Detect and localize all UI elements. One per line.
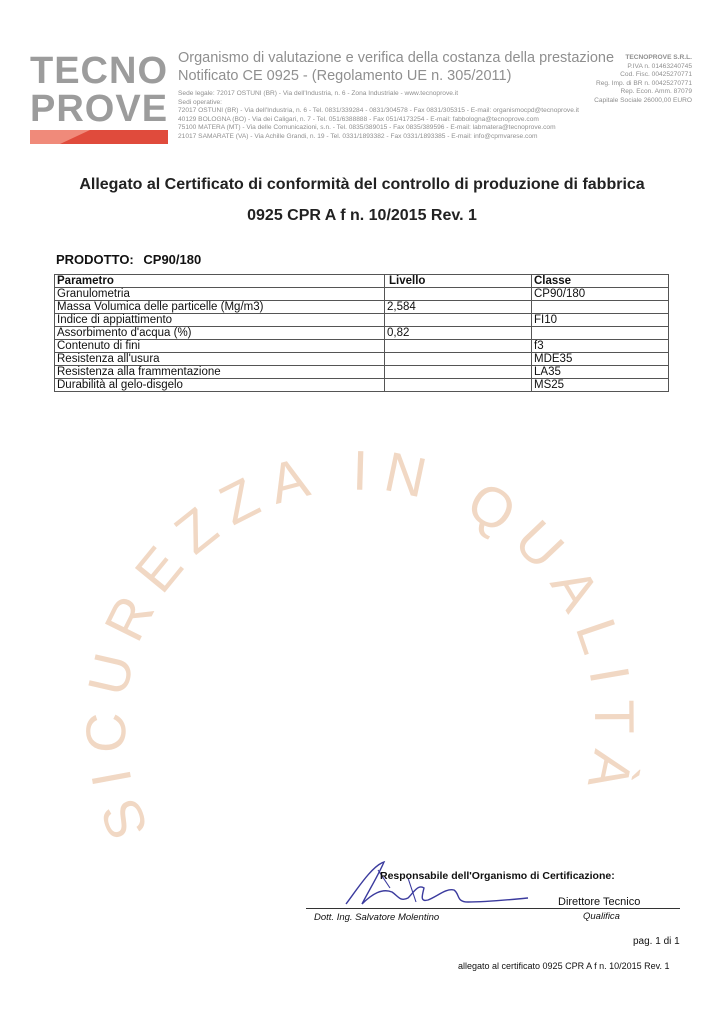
company-line: Cod. Fisc. 00425270771	[620, 71, 692, 79]
organism-title: Organismo di valutazione e verifica della costanza della prestazione	[178, 50, 615, 66]
cell-classe: MS25	[532, 379, 669, 392]
company-line: P.IVA n. 01463240745	[627, 62, 692, 70]
footer-reference: allegato al certificato 0925 CPR A f n. 10/2015 Rev. 1	[458, 961, 670, 971]
cell-parametro: Granulometria	[55, 288, 385, 301]
signature-line	[306, 908, 680, 909]
office-line: Sedi operative:	[178, 98, 222, 106]
cell-livello	[385, 353, 532, 366]
offices-block	[178, 90, 579, 142]
column-header-livello: Livello	[385, 275, 532, 288]
cell-livello: 2,584	[385, 301, 532, 314]
product-label: PRODOTTO:	[56, 252, 134, 267]
qualification-label: Qualifica	[583, 911, 620, 922]
cell-livello	[385, 366, 532, 379]
cell-livello	[385, 340, 532, 353]
company-line: Capitale Sociale 26000,00 EURO	[594, 96, 692, 104]
office-line: Sede legale: 72017 OSTUNI (BR) - Via dell'Industria, n. 6 - Zona Industriale - www.tecnoprove.it	[178, 90, 459, 97]
cell-classe	[532, 327, 669, 340]
cell-livello	[385, 314, 532, 327]
document-title: Allegato al Certificato di conformità del controllo di produzione di fabbrica	[79, 176, 645, 193]
table-row	[55, 288, 669, 301]
column-header-parametro: Parametro	[55, 275, 385, 288]
responsible-label: Responsabile dell'Organismo di Certificazione:	[380, 870, 615, 882]
page-number: pag. 1 di 1	[633, 936, 680, 947]
parameters-table	[54, 274, 669, 392]
cell-parametro: Contenuto di fini	[55, 340, 385, 353]
column-header-classe: Classe	[532, 275, 669, 288]
product-line	[56, 252, 201, 267]
table-row	[55, 327, 669, 340]
cell-livello	[385, 379, 532, 392]
table-row	[55, 366, 669, 379]
cell-parametro: Assorbimento d'acqua (%)	[55, 327, 385, 340]
company-line: TECNOPROVE S.R.L.	[625, 54, 692, 61]
table-row	[55, 314, 669, 327]
office-line: 72017 OSTUNI (BR) - Via dell'Industria, n. 6 - Tel. 0831/339284 - 0831/304578 - Fax 0831/305315 - E-mail: organismocpd@tecnoprove.it	[178, 107, 579, 115]
watermark-text: SICUREZZA IN QUALITÀ	[74, 438, 647, 849]
table-row	[55, 379, 669, 392]
cell-parametro: Resistenza all'usura	[55, 353, 385, 366]
product-value: CP90/180	[143, 252, 202, 267]
office-line: 40129 BOLOGNA (BO) - Via dei Caligari, n. 7 - Tel. 051/6388888 - Fax 051/4173254 - E-mail: fabbologna@tecnoprove.com	[178, 115, 539, 123]
table-row	[55, 340, 669, 353]
logo-line-2: PROVE	[30, 88, 169, 130]
table-header-row	[55, 275, 669, 288]
cell-classe: MDE35	[532, 353, 669, 366]
svg-text:SICUREZZA IN QUALITÀ	[74, 439, 646, 849]
cell-classe: LA35	[532, 366, 669, 379]
role-title: Direttore Tecnico	[558, 896, 641, 908]
certificate-number: 0925 CPR A f n. 10/2015 Rev. 1	[247, 207, 477, 224]
company-line: Reg. Imp. di BR n. 00425270771	[595, 79, 692, 87]
company-info	[594, 54, 692, 106]
logo-red-bar	[30, 130, 168, 144]
cell-livello: 0,82	[385, 327, 532, 340]
office-line: 75100 MATERA (MT) - Via delle Comunicazioni, s.n. - Tel. 0835/389015 - Fax 0835/389596 - E-mail: labmatera@tecnoprove.com	[178, 124, 556, 132]
cell-livello	[385, 288, 532, 301]
office-line: 21017 SAMARATE (VA) - Via Achille Grandi, n. 19 - Tel. 0331/1893382 - Fax 0331/1893385 - E-mail: info@cpmvarese.com	[178, 132, 538, 140]
table-row	[55, 353, 669, 366]
cell-classe	[532, 301, 669, 314]
logo-line-1: TECNO	[30, 50, 168, 92]
cell-classe: f3	[532, 340, 669, 353]
cell-classe: FI10	[532, 314, 669, 327]
cell-classe: CP90/180	[532, 288, 669, 301]
cell-parametro: Massa Volumica delle particelle (Mg/m3)	[55, 301, 385, 314]
cell-parametro: Indice di appiattimento	[55, 314, 385, 327]
cell-parametro: Resistenza alla frammentazione	[55, 366, 385, 379]
company-line: Rep. Econ. Amm. 87079	[620, 88, 692, 96]
tecnoprove-logo	[30, 52, 168, 142]
signatory-name: Dott. Ing. Salvatore Molentino	[314, 912, 440, 923]
notification-line: Notificato CE 0925 - (Regolamento UE n. 305/2011)	[178, 68, 512, 84]
table-row	[55, 301, 669, 314]
handwritten-signature	[338, 858, 538, 910]
cell-parametro: Durabilità al gelo-disgelo	[55, 379, 385, 392]
